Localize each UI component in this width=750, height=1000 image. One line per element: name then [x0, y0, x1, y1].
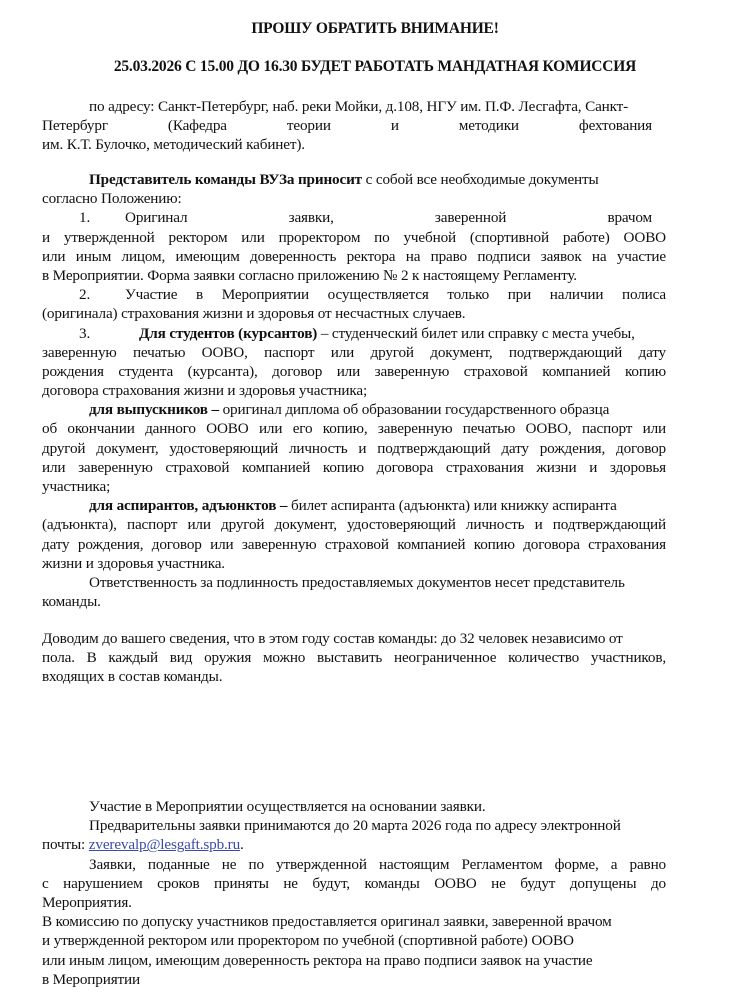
item-number: 1.: [79, 209, 91, 227]
representative-line-1: [42, 170, 666, 189]
item-1-line: в Мероприятии. Форма заявки согласно приложению № 2 к настоящему Регламенту.: [42, 266, 577, 284]
graduates-line: об окончании данного ООВО или его копию, заверенную печатью ООВО, паспорт или: [42, 420, 666, 438]
commission-heading: 25.03.2026 С 15.00 ДО 16.30 БУДЕТ РАБОТАТЬ МАНДАТНАЯ КОМИССИЯ: [113, 58, 637, 75]
team-info-paragraph: [42, 629, 666, 687]
responsibility-line-1: Ответственность за подлинность предоставляемых документов несет представитель: [89, 574, 625, 591]
application-email-line: [42, 835, 666, 854]
item-1-first-line: [42, 208, 666, 227]
postgraduates-rest: билет аспиранта (адъюнкта) или книжку аспиранта: [287, 497, 617, 515]
late-line-2: с нарушением сроков приняты не будут, команды ООВО не будут допущены до: [42, 874, 666, 892]
team-info-line-1: Доводим до вашего сведения, что в этом году состав команды: до 32 человек независимо от: [42, 630, 623, 647]
address-line-2: [42, 116, 652, 135]
item-1-line: и утвержденной ректором или проректором по учебной (спортивной работе) ООВО: [42, 228, 666, 246]
email-link[interactable]: zverevalp@lesgaft.spb.ru: [88, 836, 241, 854]
attention-heading: ПРОШУ ОБРАТИТЬ ВНИМАНИЕ!: [251, 20, 499, 37]
representative-paragraph: [42, 170, 666, 573]
commission-line: или иным лицом, имеющим доверенность ректора на право подписи заявок на участие: [42, 951, 593, 969]
graduates-line: другой документ, удостоверяющий личность и подтверждающий дату рождения, договор: [42, 439, 666, 457]
address-line-1: по адресу: Санкт-Петербург, наб. реки Мойки, д.108, НГУ им. П.Ф. Лесгафта, Санкт-: [89, 98, 629, 115]
team-info-line-3: входящих в состав команды.: [42, 668, 223, 686]
commission-line: в Мероприятии: [42, 970, 140, 988]
representative-rest: с собой все необходимые документы: [362, 171, 599, 188]
graduates-bold: для выпускников –: [89, 401, 219, 419]
word: методики: [458, 117, 519, 135]
item-number: 3.: [79, 324, 91, 342]
address-line-3: им. К.Т. Булочко, методический кабинет).: [42, 136, 305, 154]
postgraduates-bold: для аспирантов, адъюнктов –: [89, 497, 288, 515]
graduates-rest: оригинал диплома об образовании государственного образца: [218, 401, 610, 419]
item-3-line: договора страхования жизни и здоровья участника;: [42, 382, 368, 400]
word: врачом: [607, 209, 652, 227]
postgraduates-line: дату рождения, договор или заверенную страховой компанией копию договора страхования: [42, 535, 666, 553]
word: заверенной: [434, 209, 507, 227]
late-line-1: Заявки, поданные не по утвержденной настоящим Регламентом форме, а равно: [89, 855, 666, 873]
graduates-line: или заверенную страховой компанией копию договора страхования жизни и здоровья: [42, 458, 666, 476]
application-line-1: Участие в Мероприятии осуществляется на основании заявки.: [89, 798, 486, 815]
application-paragraph: [42, 797, 666, 989]
postgraduates-first-line: [42, 496, 666, 515]
application-line-2: Предварительны заявки принимаются до 20 марта 2026 года по адресу электронной: [89, 817, 621, 835]
word: фехтования: [578, 117, 652, 135]
item-2-text: Участие в Мероприятии осуществляется только при наличии полиса: [125, 286, 666, 304]
responsibility-paragraph: [42, 573, 666, 611]
item-1-line: или иным лицом, имеющим доверенность ректора на право подписи заявок на участие: [42, 247, 666, 265]
item-2-line: (оригинала) страхования жизни и здоровья от несчастных случаев.: [42, 305, 466, 323]
graduates-first-line: [42, 400, 666, 419]
item-3-bold: Для студентов (курсантов): [139, 324, 318, 342]
postgraduates-line: жизни и здоровья участника.: [42, 554, 225, 572]
item-3-line: заверенную печатью ООВО, паспорт или другой документ, подтверждающий дату: [42, 343, 666, 361]
representative-bold: Представитель команды ВУЗа приносит: [89, 171, 362, 188]
word: заявки,: [288, 209, 334, 227]
commission-line: и утвержденной ректором или проректором по учебной (спортивной работе) ООВО: [42, 932, 574, 950]
graduates-line: участника;: [42, 478, 111, 495]
postgraduates-line: (адъюнкта), паспорт или другой документ, удостоверяющий личность и подтверждающий: [42, 516, 666, 534]
address-paragraph: [42, 97, 666, 155]
responsibility-line-2: команды.: [42, 593, 101, 611]
item-2-first-line: [42, 285, 666, 304]
word: Петербург: [42, 117, 108, 135]
item-3-first-line: [42, 324, 666, 343]
item-3-line: рождения студента (курсанта), договор или заверенную страховой компанией копию: [42, 362, 666, 380]
late-line-3: Мероприятия.: [42, 893, 132, 911]
word: теории: [286, 117, 331, 135]
item-3-rest: – студенческий билет или справку с места учебы,: [317, 324, 635, 342]
team-info-line-2: пола. В каждый вид оружия можно выставить неограниченное количество участников,: [42, 649, 666, 667]
word: Оригинал: [125, 209, 188, 227]
word: (Кафедра: [167, 117, 227, 135]
item-3-text: [125, 324, 666, 343]
item-1-words: [125, 208, 666, 227]
word: и: [390, 117, 399, 135]
item-number: 2.: [79, 286, 91, 304]
commission-line: В комиссию по допуску участников предоставляется оригинал заявки, заверенной врачом: [42, 913, 612, 931]
email-prefix: почты:: [42, 836, 89, 854]
email-suffix: .: [240, 836, 244, 854]
representative-line-2: согласно Положению:: [42, 190, 182, 208]
